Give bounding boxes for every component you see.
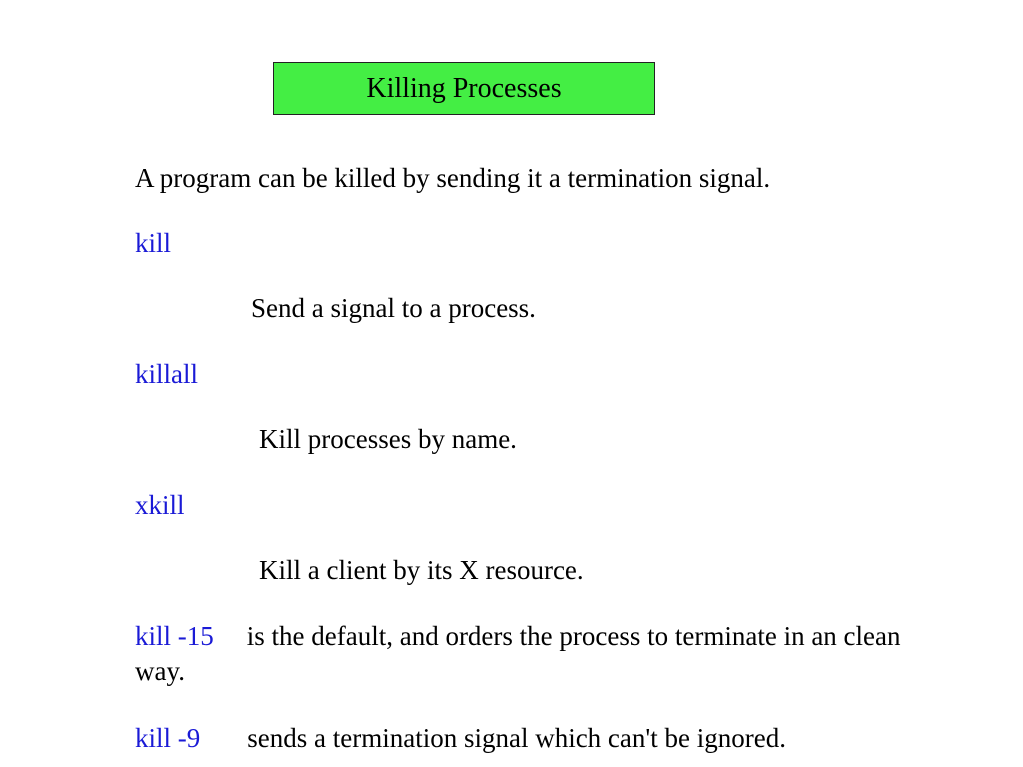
command-killall: killall — [135, 359, 198, 389]
note-kill-9-text: sends a termination signal which can't be ignored. — [247, 723, 786, 753]
note-kill-15 — [135, 619, 955, 689]
command-xkill-description: Kill a client by its X resource. — [259, 555, 584, 585]
intro-text: A program can be killed by sending it a termination signal. — [135, 163, 771, 193]
note-kill-15-command: kill -15 — [135, 621, 214, 651]
note-kill-9-command: kill -9 — [135, 723, 201, 753]
slide-title: Killing Processes — [273, 62, 655, 115]
command-killall-description: Kill processes by name. — [259, 424, 517, 454]
note-kill-15-text: is the default, and orders the process to terminate in an clean way. — [135, 621, 901, 686]
command-kill: kill — [135, 228, 172, 258]
command-xkill: xkill — [135, 490, 185, 520]
command-kill-description: Send a signal to a process. — [251, 293, 536, 323]
note-kill-9 — [135, 721, 786, 755]
